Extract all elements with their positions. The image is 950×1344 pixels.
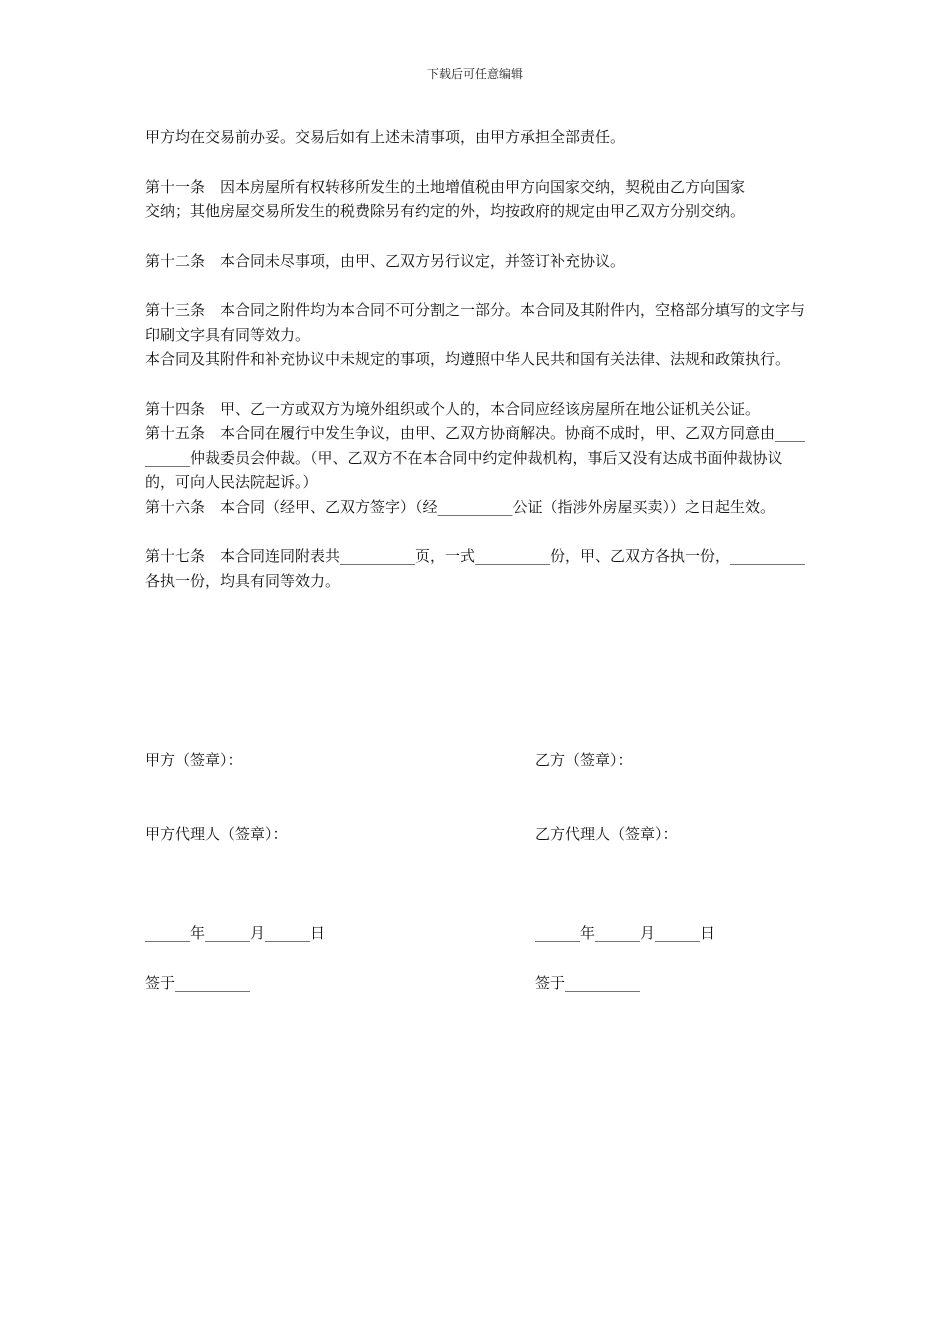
agent-a-signature: 甲方代理人（签章）：: [145, 825, 288, 843]
party-a-signature: 甲方（签章）：: [145, 751, 243, 769]
contract-body: [145, 125, 810, 593]
article-15: 第十五条 本合同在履行中发生争议，由甲、乙双方协商解决。协商不成时，甲、乙双方同意由__________仲裁委员会仲裁。（甲、乙双方不在本合同中约定仲裁机构，事后又没有达成书面仲裁协议的，可向人民法院起诉。）: [145, 424, 806, 491]
paragraph-continuation: 甲方均在交易前办妥。交易后如有上述未清事项，由甲方承担全部责任。: [145, 128, 626, 146]
place-b: 签于__________: [535, 974, 641, 992]
article-16: 第十六条 本合同（经甲、乙双方签字）（经__________公证（指涉外房屋买卖））之日起生效。: [145, 497, 776, 516]
place-a: 签于__________: [145, 974, 251, 992]
article-17: 第十七条 本合同连同附表共__________页，一式__________份，甲、乙双方各执一份，__________各执一份，均具有同等效力。: [145, 547, 806, 590]
header-note: 下载后可任意编辑: [426, 67, 523, 81]
article-13: 第十三条 本合同之附件均为本合同不可分割之一部分。本合同及其附件内，空格部分填写的文字与印刷文字具有同等效力。: [145, 301, 806, 344]
party-b-signature: 乙方（签章）：: [535, 751, 633, 769]
article-13-cont: 本合同及其附件和补充协议中未规定的事项，均遵照中华人民共和国有关法律、法规和政策执行。: [145, 350, 791, 368]
article-14: 第十四条 甲、乙一方或双方为境外组织或个人的，本合同应经该房屋所在地公证机关公证。: [145, 399, 761, 418]
agent-b-signature: 乙方代理人（签章）：: [535, 825, 678, 843]
date-a: ______年______月______日: [145, 924, 326, 942]
date-b: ______年______月______日: [535, 924, 716, 942]
article-11-cont: 交纳；其他房屋交易所发生的税费除另有约定的外，均按政府的规定由甲乙双方分别交纳。: [145, 202, 746, 220]
article-11: 第十一条 因本房屋所有权转移所发生的土地增值税由甲方向国家交纳，契税由乙方向国家: [145, 177, 746, 196]
article-12: 第十二条 本合同未尽事项，由甲、乙双方另行议定，并签订补充协议。: [145, 251, 626, 270]
